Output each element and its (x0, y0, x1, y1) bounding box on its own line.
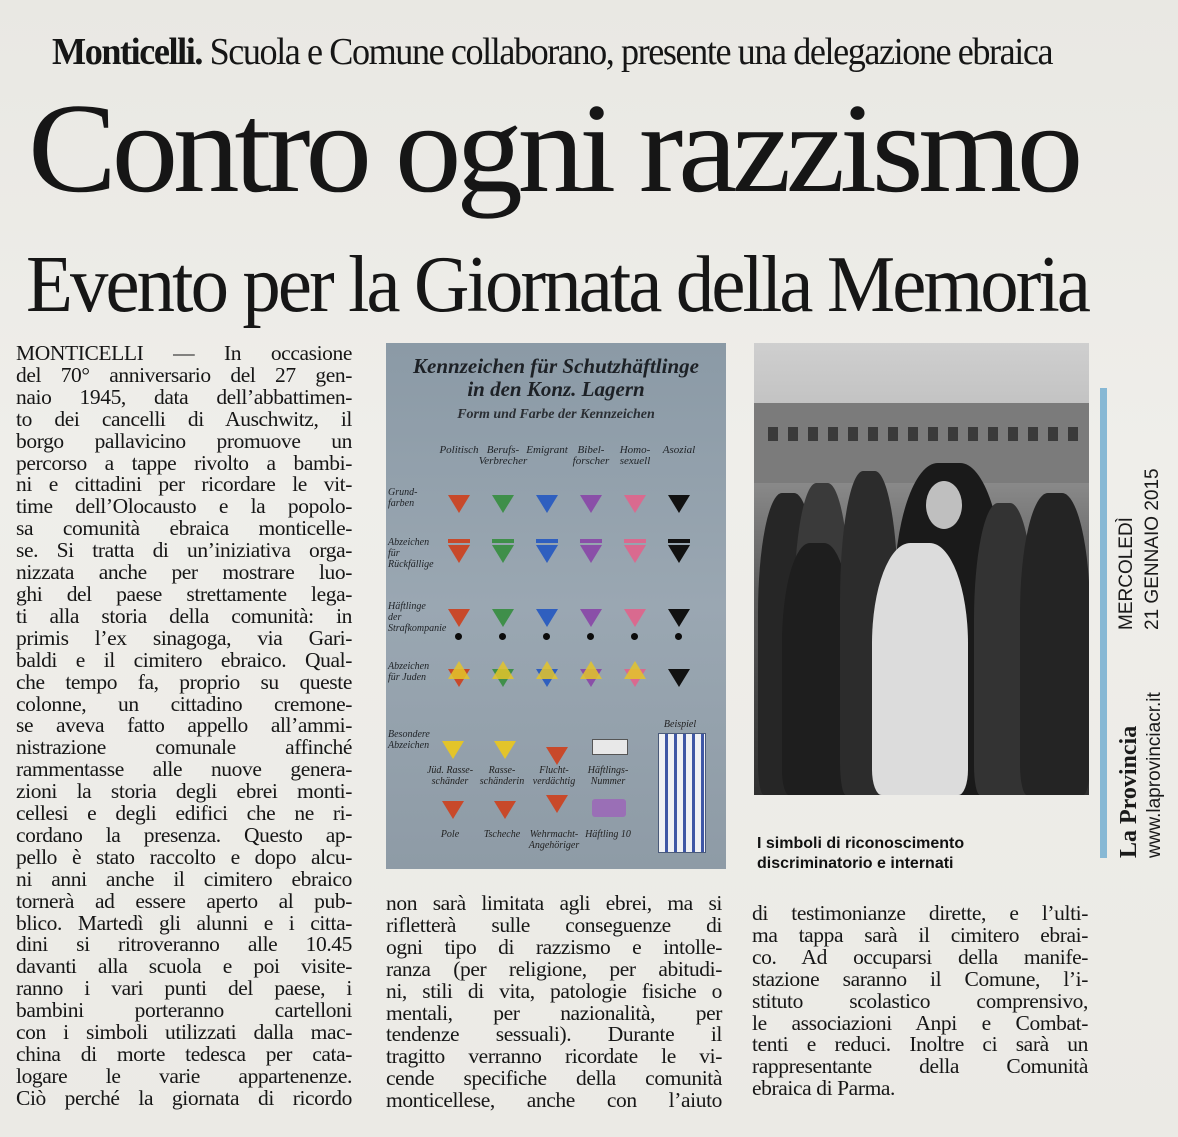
poster-special-label: Häftling 10 (585, 829, 631, 840)
article-line: dini si ritroveranno alle 10.45 (16, 932, 352, 957)
article-line: del 70° anniversario del 27 gen- (16, 362, 352, 387)
article-line: non sarà limitata agli ebrei, ma si (386, 891, 722, 915)
poster-column-header: Berufs-Verbrecher (478, 444, 528, 467)
article-line: ti alla storia della comunità: in (16, 603, 352, 628)
article-line: MONTICELLI — In occasione (16, 341, 352, 365)
article-line: cellesi e degli edifici che ne ri- (16, 801, 352, 826)
poster-special-badge (494, 741, 516, 759)
poster-triangle (536, 609, 558, 627)
poster-image (386, 343, 726, 869)
article-line: stazione saranno il Comune, l’i- (752, 966, 1088, 991)
poster-triangle (580, 545, 602, 563)
photo-window (928, 427, 938, 441)
poster-special-label: Wehrmacht-Angehöriger (528, 829, 580, 851)
article-line: ni, stili di vita, patologie fisiche o (386, 978, 722, 1003)
poster-yellow-triangle (580, 661, 602, 679)
poster-triangle (668, 609, 690, 627)
poster-triangle (536, 545, 558, 563)
poster-special-badge (546, 795, 568, 813)
article-line: stituto scolastico comprensivo, (752, 988, 1088, 1013)
poster-column-header: Emigrant (526, 444, 568, 456)
article-line: rammentasse alle nuove genera- (16, 757, 352, 782)
photo-window (908, 427, 918, 441)
poster-triangle (668, 669, 690, 687)
photo-window (988, 427, 998, 441)
poster-row-label: Häftlinge der Strafkompanie (388, 601, 447, 634)
article-line: primis l’ex sinagoga, via Gari- (16, 625, 352, 650)
article-line: mentali, per nazionalità, per (386, 1000, 722, 1025)
poster-triangle (580, 609, 602, 627)
poster-triangle (668, 545, 690, 563)
poster-triangle (624, 545, 646, 563)
poster-bar (580, 539, 602, 543)
sidebar-paper: La Provincia (1116, 725, 1142, 858)
photo-window (948, 427, 958, 441)
article-line: naio 1945, data dell’abbattimen- (16, 384, 352, 409)
article-line: rifletterà sulle conseguenze di (386, 912, 722, 937)
article-line: time dell’Olocausto e la popolo- (16, 494, 352, 519)
article-line: colonne, un cittadino cremone- (16, 691, 352, 716)
poster-triangle (492, 495, 514, 513)
poster-subtitle: Form und Farbe der Kennzeichen (457, 407, 655, 422)
article-column-1 (16, 343, 352, 1110)
poster-special-label: Rasse-schänderin (479, 765, 525, 787)
poster-column-header: Bibel-forscher (572, 444, 610, 467)
poster-dot (587, 633, 594, 640)
article-line: tendenze sessuali). Durante il (386, 1022, 722, 1047)
poster-number-patch (592, 739, 628, 755)
poster-bar (448, 539, 470, 543)
article-line: con i simboli utilizzati dalla mac- (16, 1020, 352, 1045)
article-line: ma tappa sarà il cimitero ebrai- (752, 922, 1088, 947)
poster-bar (668, 539, 690, 543)
photo-window (1028, 427, 1038, 441)
article-column-3 (752, 903, 1088, 1100)
poster-dot (455, 633, 462, 640)
poster-row-label: Besondere Abzeichen (388, 729, 430, 751)
poster-dot (543, 633, 550, 640)
photo-window (788, 427, 798, 441)
headline: Contro ogni razzismo (28, 77, 1079, 219)
sidebar-day: MERCOLEDÌ (1116, 517, 1137, 630)
article-line: se. Si tratta di un’iniziativa orga- (16, 538, 352, 563)
poster-triangle (624, 495, 646, 513)
article-line: ebraica di Parma. (752, 1076, 896, 1101)
photo-caption-line-2: discriminatorio e internati (757, 855, 954, 872)
poster-special-badge (546, 747, 568, 765)
poster-triangle (448, 545, 470, 563)
sidebar-date: 21 GENNAIO 2015 (1142, 468, 1163, 630)
article-line: davanti alla scuola e poi visite- (16, 954, 352, 979)
article-line: bambini porteranno cartelloni (16, 998, 352, 1023)
article-line: ghi del paese strettamente lega- (16, 581, 352, 606)
poster-dot (499, 633, 506, 640)
article-line: ranza (per religione, per abitudi- (386, 956, 722, 981)
article-line: china di morte tedesca per cata- (16, 1042, 352, 1066)
article-line: logare le varie appartenenze. (16, 1063, 352, 1088)
sidebar-site: www.laprovinciacr.it (1144, 692, 1165, 858)
article-line: pello è stato raccolto e dopo alcu- (16, 844, 352, 869)
poster-dot (675, 633, 682, 640)
poster-dot (631, 633, 638, 640)
article-line: che tempo fa, proprio su queste (16, 669, 352, 694)
article-line: cordano la presenza. Questo ap- (16, 822, 352, 847)
article-line: percorso a tappe rivolto a bambi- (16, 450, 352, 475)
photo-window (1008, 427, 1018, 441)
article-line: nistrazione comunale affinché (16, 735, 352, 760)
poster-jar-label: Beispiel (663, 719, 697, 730)
poster-bar (492, 539, 514, 543)
poster-row-label: Abzeichen für Juden (388, 661, 430, 683)
poster-yellow-triangle (624, 661, 646, 679)
kicker-place: Monticelli. (52, 31, 202, 73)
photo-window (1048, 427, 1058, 441)
article-line: monticellese, anche con l’aiuto (386, 1088, 722, 1113)
poster-yellow-triangle (448, 661, 470, 679)
article-line: zioni la storia degli ebrei monti- (16, 779, 352, 804)
poster-jar (658, 733, 706, 853)
article-line: cende specifiche della comunità (386, 1066, 722, 1091)
poster-special-label: Pole (440, 829, 460, 840)
article-line: ni anni anche il cimitero ebraico (16, 866, 352, 891)
publication-sidebar (1098, 388, 1165, 858)
article-line: ogni tipo di razzismo e intolle- (386, 934, 722, 959)
poster-triangle (448, 495, 470, 513)
article-line: Ciò perché la giornata di ricordo (16, 1085, 352, 1110)
article-line: to dei cancelli di Auschwitz, il (16, 406, 352, 431)
poster-column-header: Politisch (439, 444, 479, 456)
poster-triangle (668, 495, 690, 513)
article-line: borgo pallavicino promuove un (16, 428, 352, 453)
article-line: se aveva fatto appello all’ammi- (16, 713, 352, 738)
photo-window (828, 427, 838, 441)
photo-caption (757, 834, 1087, 874)
photo-face (926, 481, 962, 529)
article-line: nizzata anche per mostrare luo- (16, 560, 352, 585)
article-line: ranno i vari punti del paese, i (16, 976, 352, 1001)
poster-special-label: Häftlings-Nummer (587, 765, 629, 787)
poster-row-label: Grund-farben (388, 487, 418, 509)
article-line: di testimonianze dirette, e l’ulti- (752, 901, 1088, 925)
article-line: le associazioni Anpi e Combat- (752, 1010, 1088, 1035)
poster-triangle (448, 609, 470, 627)
sidebar-rule (1100, 388, 1107, 858)
photo-window (888, 427, 898, 441)
article-column-2 (386, 893, 722, 1112)
poster-violet-patch (592, 799, 626, 817)
article-line: baldi e il cimitero ebraico. Qual- (16, 647, 352, 672)
poster-column-header: Asozial (662, 444, 696, 456)
article-line: blico. Martedì gli alunni e i citta- (16, 910, 352, 935)
article-line: ni e cittadini per ricordare le vit- (16, 472, 352, 497)
kicker-text: Scuola e Comune collaborano, presente una delegazione ebraica (209, 31, 1053, 73)
sidebar-text (1110, 388, 1170, 858)
photo-window (768, 427, 778, 441)
poster-title-line-2: in den Konz. Lagern (467, 377, 645, 401)
poster-title-line-1: Kennzeichen für Schutzhäftlinge (413, 354, 699, 378)
photo-window (848, 427, 858, 441)
poster-special-label: Flucht-verdächtig (532, 765, 576, 787)
poster-triangle (624, 609, 646, 627)
photo-window (1068, 427, 1078, 441)
article-line: sa comunità ebraica monticelle- (16, 516, 352, 541)
photo-window (968, 427, 978, 441)
photo-window (868, 427, 878, 441)
article-line: co. Ad occuparsi della manife- (752, 944, 1088, 969)
poster-triangle (492, 545, 514, 563)
kicker (52, 30, 1052, 74)
poster-special-label: Tscheche (483, 829, 521, 840)
article-line: tenti e reduci. Inoltre ci sarà un (752, 1032, 1088, 1057)
photo-figure (872, 543, 968, 795)
article-line: rappresentante della Comunità (752, 1054, 1088, 1079)
poster-bar (624, 539, 646, 543)
poster-triangle (536, 495, 558, 513)
poster-special-badge (442, 801, 464, 819)
poster-triangle (492, 609, 514, 627)
poster-yellow-triangle (536, 661, 558, 679)
subheadline: Evento per la Giornata della Memoria (26, 241, 1089, 329)
poster-special-badge (442, 741, 464, 759)
historical-photo (754, 343, 1089, 795)
poster-title (398, 355, 714, 401)
photo-caption-line-1: I simboli di riconoscimento (757, 835, 965, 852)
article-line: tornerà ad essere aperto al pub- (16, 888, 352, 913)
poster-column-header: Homo-sexuell (619, 444, 651, 467)
poster-triangle (580, 495, 602, 513)
poster-bar (536, 539, 558, 543)
poster-special-label: Jüd. Rasse-schänder (426, 765, 474, 787)
poster-special-badge (494, 801, 516, 819)
poster-yellow-triangle (492, 661, 514, 679)
article-line: tragitto verranno ricordate le vi- (386, 1044, 722, 1069)
poster-row-label: Abzeichen für Rückfällige (388, 537, 434, 570)
photo-window (808, 427, 818, 441)
photo-figure (1020, 493, 1089, 795)
